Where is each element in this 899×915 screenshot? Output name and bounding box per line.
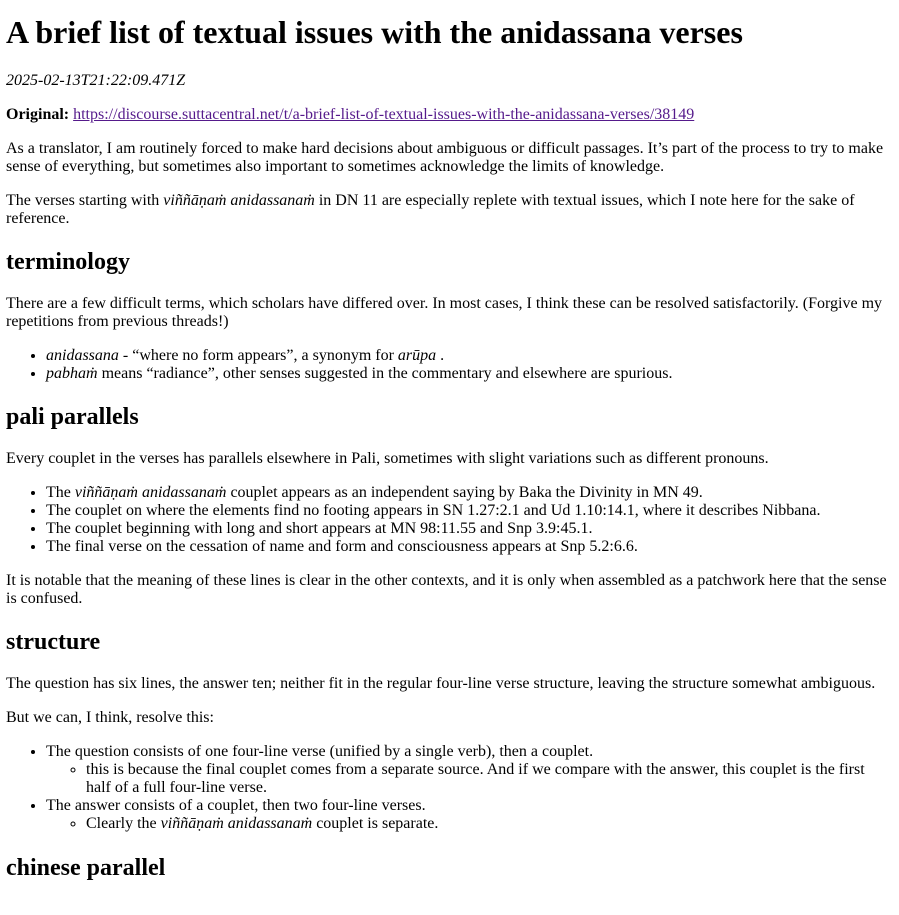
- pali-closing-paragraph: It is notable that the meaning of these lines is clear in the other contexts, and it is only when assembled as a patchwork here that the sense is confused.: [6, 572, 887, 607]
- list-item: [46, 347, 893, 365]
- heading-chinese-parallel: chinese parallel: [6, 855, 166, 881]
- text: in DN 11 are especially replete with textual issues, which I note here for the sake of reference.: [6, 192, 855, 227]
- list-item: [46, 484, 893, 502]
- list-item: • The final verse on the cessation of name and form and consciousness appears at Snp 5.2:6.6.: [46, 538, 893, 556]
- text: The answer consists of a couplet, then two four-line verses.: [46, 797, 426, 814]
- intro-paragraph-2: [6, 192, 893, 228]
- intro-paragraph-1: As a translator, I am routinely forced to make hard decisions about ambiguous or difficult passages. It’s part of the process to try to make sense of everything, but sometimes also important to sometimes acknowledge the limits of knowledge.: [6, 140, 884, 175]
- heading-structure: structure: [6, 629, 101, 655]
- sub-list: [46, 815, 893, 833]
- pali-term: viññāṇaṁ anidassanaṁ: [160, 815, 313, 832]
- article: [0, 14, 899, 882]
- pali-term: pabhaṁ: [46, 365, 98, 382]
- original-link[interactable]: https://discourse.suttacentral.net/t/a-brief-list-of-textual-issues-with-the-anidassana-verses/38149: [73, 106, 695, 123]
- text: .: [436, 347, 445, 364]
- original-label: Original:: [6, 106, 70, 123]
- list-item: [46, 797, 893, 833]
- pali-term: arūpa: [397, 347, 437, 364]
- structure-paragraph-2: But we can, I think, resolve this:: [6, 709, 214, 726]
- original-source: [6, 106, 893, 124]
- text: - “where no form appears”, a synonym for: [118, 347, 398, 364]
- sub-list: [46, 761, 893, 797]
- post-date: 2025-02-13T21:22:09.471Z: [6, 72, 186, 89]
- pali-term: viññāṇaṁ anidassanaṁ: [74, 484, 227, 501]
- terminology-list: [6, 347, 893, 383]
- pali-list: [6, 484, 893, 556]
- page-title: A brief list of textual issues with the anidassana verses: [6, 14, 743, 50]
- pali-term: anidassana: [46, 347, 119, 364]
- heading-pali-parallels: pali parallels: [6, 404, 139, 430]
- list-item: • The couplet beginning with long and short appears at MN 98:11.55 and Snp 3.9:45.1.: [46, 520, 893, 538]
- pali-paragraph: Every couplet in the verses has parallels elsewhere in Pali, sometimes with slight variations such as different pronouns.: [6, 450, 769, 467]
- structure-list: [6, 743, 893, 833]
- pali-term: viññāṇaṁ anidassanaṁ: [163, 192, 315, 209]
- text: Clearly the: [86, 815, 161, 832]
- structure-paragraph-1: The question has six lines, the answer ten; neither fit in the regular four-line verse structure, leaving the structure somewhat ambiguous.: [6, 675, 876, 692]
- terminology-paragraph: There are a few difficult terms, which scholars have differed over. In most cases, I think these can be resolved satisfactorily. (Forgive my repetitions from previous threads!): [6, 295, 883, 330]
- text: means “radiance”, other senses suggested in the commentary and elsewhere are spurious.: [97, 365, 673, 382]
- sub-list-item: ◦ this is because the final couplet comes from a separate source. And if we compare with the answer, this couplet is the first half of a full four-line verse.: [86, 761, 893, 797]
- heading-terminology: terminology: [6, 249, 130, 275]
- list-item: [46, 743, 893, 797]
- text: couplet is separate.: [312, 815, 439, 832]
- text: The question consists of one four-line verse (unified by a single verb), then a couplet.: [46, 743, 594, 760]
- text: The: [46, 484, 75, 501]
- list-item: [46, 365, 893, 383]
- list-item: • The couplet on where the elements find no footing appears in SN 1.27:2.1 and Ud 1.10:14.1, where it describes Nibbana.: [46, 502, 893, 520]
- text: The verses starting with: [6, 192, 164, 209]
- text: couplet appears as an independent saying by Baka the Divinity in MN 49.: [226, 484, 703, 501]
- sub-list-item: [86, 815, 893, 833]
